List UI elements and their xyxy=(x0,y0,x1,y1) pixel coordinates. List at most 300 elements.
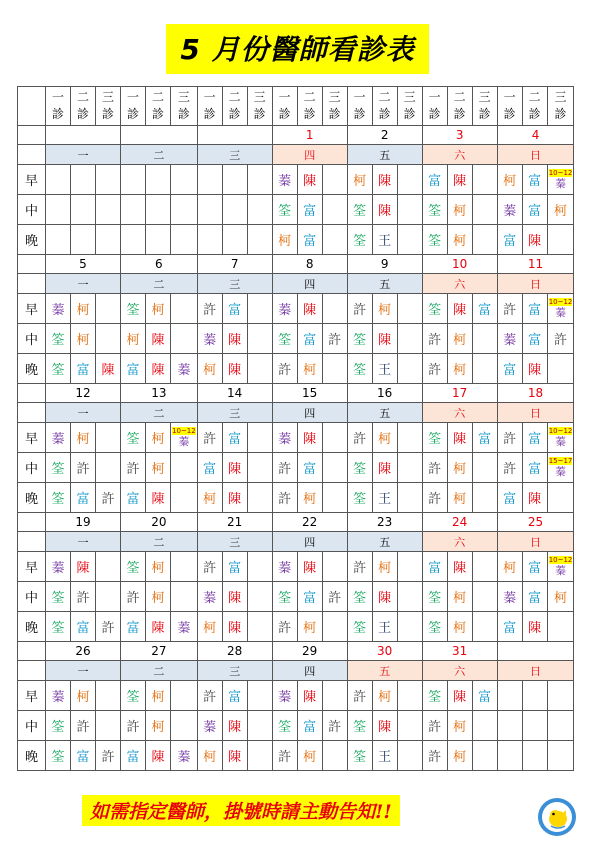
doctor-cell xyxy=(146,195,171,225)
doctor-cell: 許 xyxy=(96,612,121,642)
weekday-cell: 一 xyxy=(46,145,121,165)
slot-label: 晚 xyxy=(18,741,46,771)
date-cell xyxy=(197,126,272,145)
doctor-cell: 柯 xyxy=(497,552,522,582)
doctor-cell: 蓁 xyxy=(497,582,522,612)
doctor-cell: 蓁 xyxy=(46,294,71,324)
doctor-cell: 陳 xyxy=(447,423,472,453)
doctor-cell: 富 xyxy=(497,483,522,513)
doctor-cell xyxy=(472,582,497,612)
date-cell: 7 xyxy=(197,255,272,274)
doctor-cell xyxy=(472,483,497,513)
doctor-cell xyxy=(397,741,422,771)
doctor-cell xyxy=(222,195,247,225)
weekday-cell: 五 xyxy=(347,274,422,294)
doctor-cell: 許 xyxy=(497,453,522,483)
date-row xyxy=(18,513,574,532)
doctor-cell xyxy=(96,225,121,255)
date-cell: 3 xyxy=(422,126,497,145)
slot-row xyxy=(18,195,574,225)
doctor-cell xyxy=(171,711,198,741)
doctor-cell xyxy=(171,453,198,483)
doctor-cell xyxy=(121,225,146,255)
doctor-cell: 陳 xyxy=(222,453,247,483)
doctor-cell xyxy=(397,552,422,582)
weekday-cell: 六 xyxy=(422,532,497,552)
doctor-cell: 柯 xyxy=(146,423,171,453)
doctor-cell: 柯 xyxy=(447,195,472,225)
weekday-cell: 四 xyxy=(272,145,347,165)
doctor-cell: 富 xyxy=(71,354,96,384)
session-header: 三 診 xyxy=(96,87,121,126)
doctor-cell: 王 xyxy=(372,741,397,771)
doctor-cell: 陳 xyxy=(222,612,247,642)
doctor-cell xyxy=(247,711,272,741)
time-note: 10~12 xyxy=(548,298,573,306)
doctor-cell xyxy=(397,453,422,483)
doctor-cell xyxy=(171,165,198,195)
date-cell: 24 xyxy=(422,513,497,532)
doctor-cell: 許 xyxy=(197,552,222,582)
doctor-cell: 筌 xyxy=(422,582,447,612)
doctor-cell xyxy=(322,225,347,255)
slot-label: 晚 xyxy=(18,354,46,384)
date-row xyxy=(18,255,574,274)
doctor-cell: 許 xyxy=(71,582,96,612)
doctor-cell xyxy=(247,453,272,483)
doctor-cell: 蓁 xyxy=(272,552,297,582)
doctor-cell xyxy=(171,681,198,711)
slot-row xyxy=(18,423,574,453)
doctor-cell: 富 xyxy=(522,165,547,195)
weekday-row-label xyxy=(18,403,46,423)
doctor-cell: 柯 xyxy=(547,195,574,225)
doctor-cell xyxy=(247,165,272,195)
slot-label: 早 xyxy=(18,165,46,195)
doctor-cell xyxy=(96,711,121,741)
doctor-cell: 柯 xyxy=(297,612,322,642)
doctor-cell xyxy=(171,324,198,354)
doctor-cell: 蓁 xyxy=(197,324,222,354)
slot-row xyxy=(18,294,574,324)
doctor-cell xyxy=(247,324,272,354)
doctor-cell xyxy=(247,483,272,513)
doctor-cell xyxy=(322,294,347,324)
date-row xyxy=(18,384,574,403)
doctor-cell: 許 xyxy=(96,741,121,771)
date-row-label xyxy=(18,126,46,145)
date-cell: 1 xyxy=(272,126,347,145)
doctor-cell: 筌 xyxy=(121,294,146,324)
doctor-cell xyxy=(522,711,547,741)
weekday-row xyxy=(18,274,574,294)
doctor-cell xyxy=(197,165,222,195)
doctor-cell: 筌 xyxy=(121,681,146,711)
doctor-cell: 蓁 xyxy=(272,165,297,195)
weekday-cell: 日 xyxy=(497,274,574,294)
doctor-cell: 筌 xyxy=(347,195,372,225)
weekday-cell: 二 xyxy=(121,532,198,552)
slot-row xyxy=(18,453,574,483)
doctor-cell xyxy=(71,195,96,225)
date-cell: 30 xyxy=(347,642,422,661)
weekday-cell: 三 xyxy=(197,532,272,552)
doctor-cell xyxy=(197,195,222,225)
dinosaur-logo-icon xyxy=(537,797,577,837)
weekday-cell: 五 xyxy=(347,145,422,165)
doctor-cell xyxy=(171,483,198,513)
doctor-cell xyxy=(171,552,198,582)
doctor-cell: 許 xyxy=(96,483,121,513)
doctor-cell xyxy=(472,552,497,582)
session-header: 一 診 xyxy=(121,87,146,126)
doctor-cell xyxy=(322,552,347,582)
doctor-cell: 陳 xyxy=(96,354,121,384)
doctor-cell: 許 xyxy=(347,294,372,324)
doctor-cell: 富 xyxy=(297,225,322,255)
weekday-cell: 二 xyxy=(121,145,198,165)
doctor-cell: 陳 xyxy=(522,483,547,513)
doctor-cell: 筌 xyxy=(347,453,372,483)
session-header: 一 診 xyxy=(497,87,522,126)
doctor-cell xyxy=(397,354,422,384)
session-header: 一 診 xyxy=(197,87,222,126)
doctor-cell: 柯 xyxy=(71,324,96,354)
doctor-cell xyxy=(547,225,574,255)
session-header: 二 診 xyxy=(447,87,472,126)
doctor-cell xyxy=(322,423,347,453)
doctor-cell xyxy=(472,612,497,642)
doctor-cell: 許 xyxy=(422,324,447,354)
session-header: 一 診 xyxy=(347,87,372,126)
doctor-cell: 柯 xyxy=(372,294,397,324)
slot-label: 中 xyxy=(18,195,46,225)
doctor-cell: 陳 xyxy=(297,423,322,453)
doctor-cell: 柯 xyxy=(146,711,171,741)
date-cell xyxy=(121,126,198,145)
doctor-cell: 富 xyxy=(422,552,447,582)
time-note: 10~12 xyxy=(548,427,573,435)
date-cell: 19 xyxy=(46,513,121,532)
doctor-cell: 筌 xyxy=(422,225,447,255)
date-row-label xyxy=(18,384,46,403)
doctor-cell xyxy=(547,741,574,771)
doctor-cell: 筌 xyxy=(46,483,71,513)
doctor-cell: 蓁 xyxy=(272,681,297,711)
doctor-cell: 陳 xyxy=(372,453,397,483)
doctor-cell: 許 xyxy=(422,483,447,513)
doctor-cell: 柯 xyxy=(71,294,96,324)
doctor-cell: 富 xyxy=(522,195,547,225)
doctor-cell xyxy=(472,711,497,741)
doctor-cell: 柯 xyxy=(372,552,397,582)
date-cell: 11 xyxy=(497,255,574,274)
doctor-cell xyxy=(171,294,198,324)
doctor-cell: 許 xyxy=(422,741,447,771)
doctor-cell: 柯 xyxy=(447,225,472,255)
slot-label: 中 xyxy=(18,453,46,483)
doctor-cell xyxy=(96,552,121,582)
doctor-cell: 許 xyxy=(197,681,222,711)
doctor-cell: 柯 xyxy=(197,741,222,771)
doctor-cell: 許 xyxy=(272,612,297,642)
doctor-cell: 富 xyxy=(71,483,96,513)
date-cell: 14 xyxy=(197,384,272,403)
doctor-cell: 筌 xyxy=(347,483,372,513)
slot-label: 早 xyxy=(18,423,46,453)
doctor-cell: 富 xyxy=(297,453,322,483)
weekday-row xyxy=(18,532,574,552)
doctor-cell: 陳 xyxy=(372,324,397,354)
doctor-cell: 蓁 xyxy=(171,612,198,642)
weekday-cell: 四 xyxy=(272,532,347,552)
doctor-cell xyxy=(96,294,121,324)
session-header: 三 診 xyxy=(171,87,198,126)
date-cell: 15 xyxy=(272,384,347,403)
doctor-cell: 柯 xyxy=(447,354,472,384)
doctor-cell: 筌 xyxy=(46,741,71,771)
doctor-cell: 許 xyxy=(322,324,347,354)
slot-label: 晚 xyxy=(18,225,46,255)
doctor-cell: 柯 xyxy=(197,483,222,513)
doctor-cell: 富 xyxy=(121,741,146,771)
weekday-cell: 六 xyxy=(422,274,497,294)
doctor-cell: 富 xyxy=(222,423,247,453)
weekday-cell: 四 xyxy=(272,274,347,294)
doctor-cell xyxy=(247,225,272,255)
weekday-cell: 五 xyxy=(347,532,422,552)
doctor-cell xyxy=(322,741,347,771)
session-header: 一 診 xyxy=(272,87,297,126)
weekday-cell: 二 xyxy=(121,403,198,423)
doctor-cell: 柯 xyxy=(447,483,472,513)
weekday-cell: 三 xyxy=(197,661,272,681)
doctor-cell: 筌 xyxy=(422,612,447,642)
doctor-cell xyxy=(397,423,422,453)
weekday-cell: 二 xyxy=(121,661,198,681)
doctor-cell xyxy=(171,225,198,255)
slot-row xyxy=(18,552,574,582)
slot-label: 早 xyxy=(18,681,46,711)
doctor-cell xyxy=(547,294,574,324)
doctor-cell: 蓁 xyxy=(171,741,198,771)
doctor-cell xyxy=(247,294,272,324)
weekday-cell: 二 xyxy=(121,274,198,294)
doctor-cell: 富 xyxy=(522,423,547,453)
date-cell: 26 xyxy=(46,642,121,661)
doctor-cell xyxy=(547,711,574,741)
doctor-cell: 柯 xyxy=(146,582,171,612)
weekday-cell: 一 xyxy=(46,532,121,552)
doctor-cell xyxy=(322,612,347,642)
doctor-cell xyxy=(322,354,347,384)
doctor-cell: 陳 xyxy=(222,711,247,741)
doctor-cell: 陳 xyxy=(447,552,472,582)
doctor-cell: 許 xyxy=(322,711,347,741)
doctor-cell xyxy=(247,552,272,582)
doctor-cell: 許 xyxy=(322,582,347,612)
doctor-cell: 柯 xyxy=(146,681,171,711)
doctor-cell xyxy=(247,612,272,642)
doctor-cell: 柯 xyxy=(197,612,222,642)
session-header: 二 診 xyxy=(522,87,547,126)
doctor-cell xyxy=(397,612,422,642)
doctor-cell: 陳 xyxy=(522,354,547,384)
session-header: 二 診 xyxy=(372,87,397,126)
doctor-cell: 蓁 xyxy=(197,711,222,741)
slot-label: 晚 xyxy=(18,483,46,513)
doctor-cell: 陳 xyxy=(222,582,247,612)
doctor-name: 蓁 xyxy=(555,465,567,478)
session-header: 二 診 xyxy=(71,87,96,126)
slot-label: 中 xyxy=(18,711,46,741)
doctor-cell: 柯 xyxy=(347,165,372,195)
doctor-cell: 富 xyxy=(297,195,322,225)
doctor-cell: 蓁 xyxy=(272,423,297,453)
doctor-cell: 柯 xyxy=(297,741,322,771)
weekday-cell: 三 xyxy=(197,403,272,423)
doctor-cell xyxy=(322,681,347,711)
doctor-cell: 筌 xyxy=(347,225,372,255)
weekday-row xyxy=(18,145,574,165)
doctor-cell xyxy=(96,195,121,225)
doctor-cell xyxy=(497,711,522,741)
doctor-cell xyxy=(522,681,547,711)
doctor-cell: 陳 xyxy=(372,582,397,612)
doctor-cell: 富 xyxy=(222,552,247,582)
doctor-cell: 許 xyxy=(422,354,447,384)
slot-label: 晚 xyxy=(18,612,46,642)
weekday-cell: 五 xyxy=(347,661,422,681)
slot-label: 早 xyxy=(18,552,46,582)
time-note: 10~12 xyxy=(548,169,573,177)
doctor-cell: 筌 xyxy=(422,294,447,324)
doctor-cell: 蓁 xyxy=(497,324,522,354)
doctor-cell: 筌 xyxy=(46,711,71,741)
doctor-cell: 富 xyxy=(497,354,522,384)
doctor-cell xyxy=(547,453,574,483)
doctor-cell xyxy=(222,225,247,255)
date-cell: 4 xyxy=(497,126,574,145)
doctor-cell: 柯 xyxy=(71,423,96,453)
doctor-cell xyxy=(472,354,497,384)
date-cell: 22 xyxy=(272,513,347,532)
weekday-row xyxy=(18,403,574,423)
date-cell: 25 xyxy=(497,513,574,532)
doctor-cell xyxy=(472,453,497,483)
doctor-cell: 陳 xyxy=(297,294,322,324)
date-cell: 31 xyxy=(422,642,497,661)
page-title: 5 月份醫師看診表 xyxy=(166,24,428,74)
doctor-cell xyxy=(472,741,497,771)
doctor-cell xyxy=(171,423,198,453)
doctor-cell xyxy=(247,195,272,225)
date-cell: 2 xyxy=(347,126,422,145)
date-cell: 12 xyxy=(46,384,121,403)
weekday-row-label xyxy=(18,661,46,681)
doctor-cell xyxy=(547,612,574,642)
doctor-cell: 富 xyxy=(297,324,322,354)
slot-label: 中 xyxy=(18,324,46,354)
session-header: 一 診 xyxy=(46,87,71,126)
doctor-cell: 柯 xyxy=(197,354,222,384)
doctor-cell: 陳 xyxy=(522,612,547,642)
date-cell: 13 xyxy=(121,384,198,403)
weekday-row-label xyxy=(18,145,46,165)
doctor-cell xyxy=(397,225,422,255)
doctor-cell xyxy=(397,294,422,324)
doctor-cell: 富 xyxy=(472,294,497,324)
doctor-cell: 柯 xyxy=(447,453,472,483)
doctor-cell xyxy=(547,354,574,384)
date-cell: 20 xyxy=(121,513,198,532)
doctor-cell xyxy=(96,582,121,612)
doctor-cell: 筌 xyxy=(46,612,71,642)
doctor-cell: 富 xyxy=(522,453,547,483)
doctor-cell: 柯 xyxy=(272,225,297,255)
doctor-cell xyxy=(247,354,272,384)
doctor-cell xyxy=(397,165,422,195)
date-cell: 21 xyxy=(197,513,272,532)
doctor-cell: 陳 xyxy=(222,483,247,513)
weekday-cell: 一 xyxy=(46,274,121,294)
doctor-cell: 許 xyxy=(121,453,146,483)
doctor-cell xyxy=(222,165,247,195)
weekday-cell: 日 xyxy=(497,145,574,165)
slot-row xyxy=(18,354,574,384)
doctor-cell xyxy=(247,423,272,453)
doctor-cell: 許 xyxy=(347,681,372,711)
doctor-cell: 筌 xyxy=(46,453,71,483)
doctor-cell xyxy=(46,195,71,225)
doctor-cell: 許 xyxy=(422,711,447,741)
weekday-cell: 四 xyxy=(272,403,347,423)
doctor-cell: 富 xyxy=(222,294,247,324)
doctor-cell: 筌 xyxy=(422,423,447,453)
doctor-cell: 許 xyxy=(121,711,146,741)
doctor-cell: 許 xyxy=(272,354,297,384)
doctor-cell xyxy=(472,195,497,225)
doctor-cell: 王 xyxy=(372,354,397,384)
time-note: 10~12 xyxy=(172,427,196,435)
doctor-cell: 許 xyxy=(71,453,96,483)
doctor-cell: 陳 xyxy=(71,552,96,582)
doctor-cell: 陳 xyxy=(146,741,171,771)
doctor-cell: 陳 xyxy=(146,354,171,384)
doctor-cell: 許 xyxy=(272,453,297,483)
header-corner xyxy=(18,87,46,126)
doctor-cell: 陳 xyxy=(222,324,247,354)
doctor-cell: 蓁 xyxy=(46,423,71,453)
footer-notice: 如需指定醫師，掛號時請主動告知!! xyxy=(82,795,400,826)
doctor-cell xyxy=(397,195,422,225)
doctor-cell: 柯 xyxy=(146,294,171,324)
doctor-cell xyxy=(547,552,574,582)
session-header: 三 診 xyxy=(397,87,422,126)
slot-row xyxy=(18,582,574,612)
weekday-cell: 三 xyxy=(197,274,272,294)
doctor-cell xyxy=(96,423,121,453)
weekday-cell: 三 xyxy=(197,145,272,165)
session-header-row xyxy=(18,87,574,126)
date-cell: 17 xyxy=(422,384,497,403)
doctor-cell: 柯 xyxy=(447,324,472,354)
doctor-cell: 陳 xyxy=(372,165,397,195)
doctor-cell xyxy=(96,165,121,195)
weekday-row-label xyxy=(18,274,46,294)
doctor-cell: 陳 xyxy=(297,165,322,195)
doctor-cell: 富 xyxy=(522,294,547,324)
